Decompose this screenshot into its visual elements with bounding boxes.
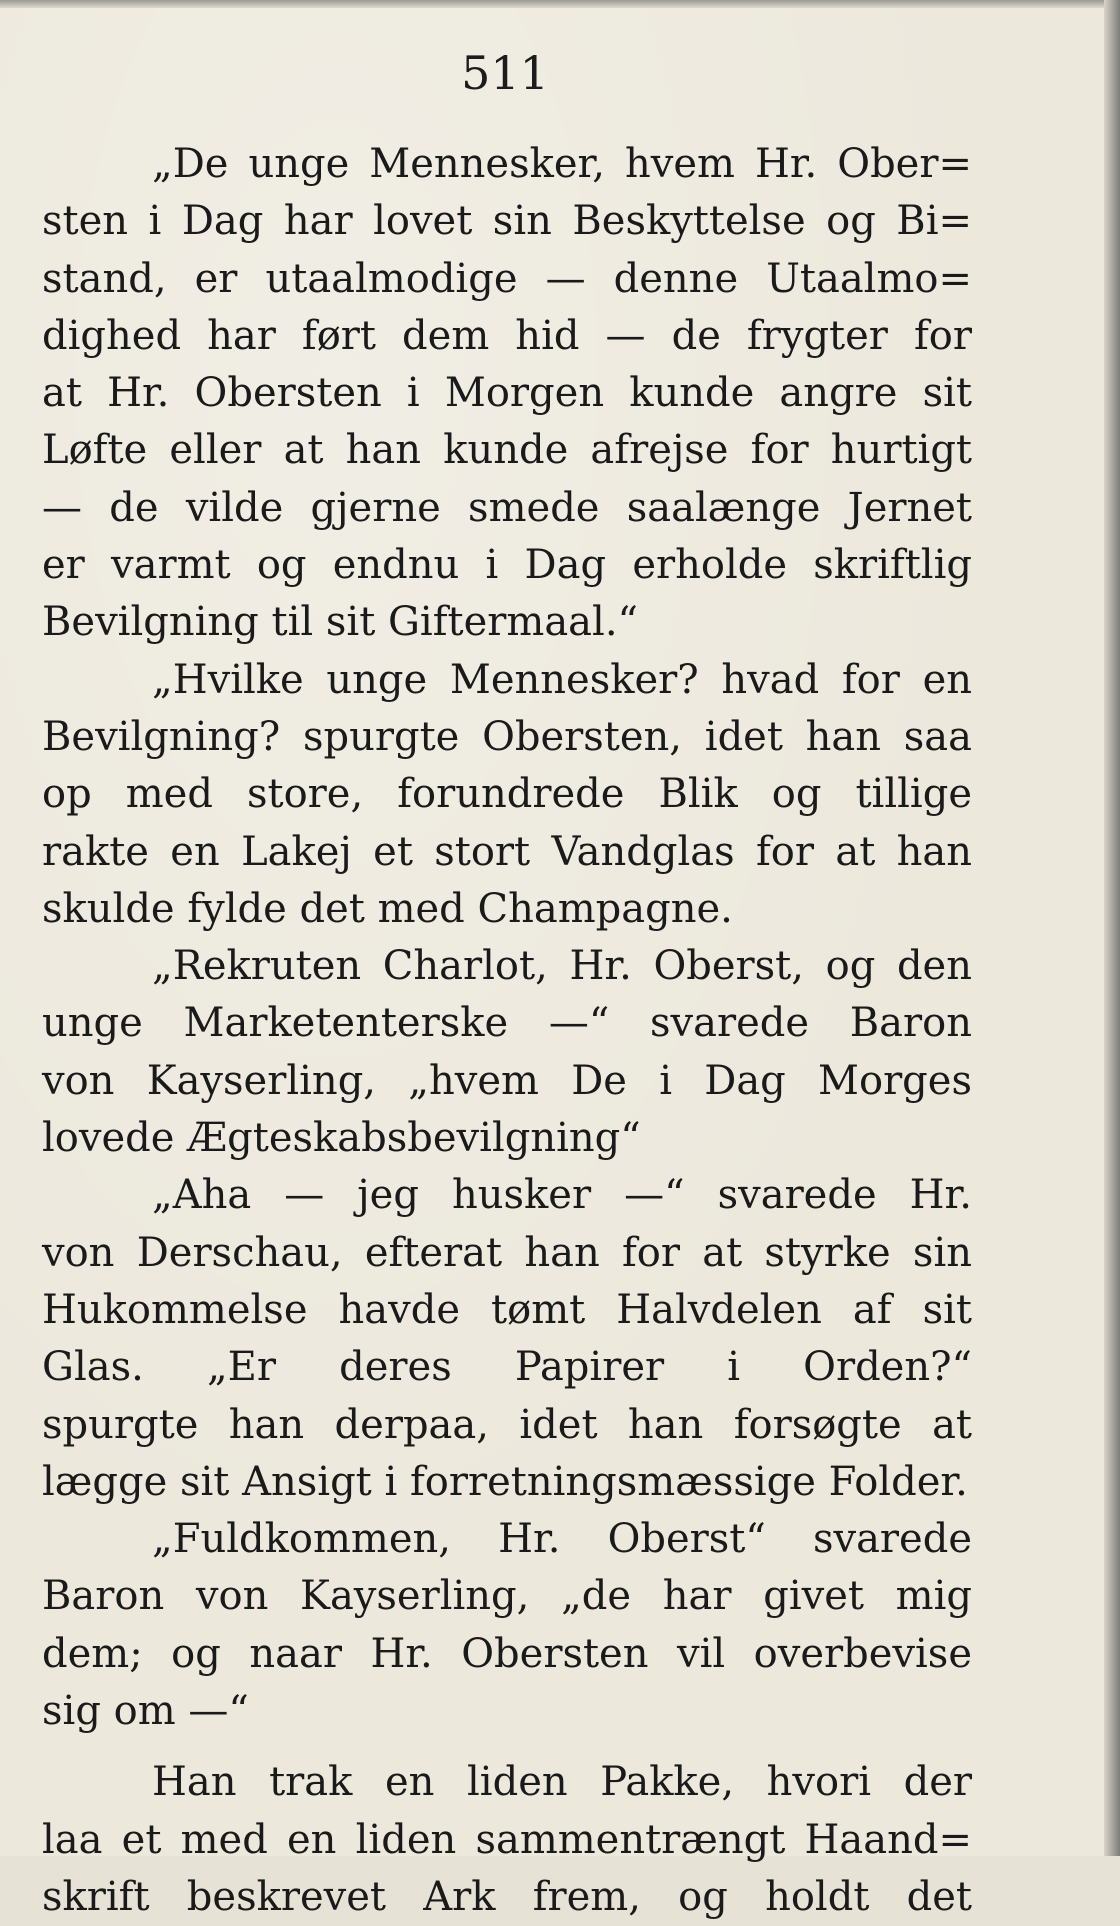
text-line: Løfte eller at han kunde afrejse for hurtigt bbox=[42, 427, 972, 474]
text-line: at Hr. Obersten i Morgen kunde angre sit bbox=[42, 370, 972, 417]
text-line: dighed har ført dem hid — de frygter for bbox=[42, 312, 972, 359]
text-line: skulde fylde det med Champagne. bbox=[42, 885, 733, 932]
text-line: „De unge Mennesker, hvem Hr. Ober= bbox=[152, 141, 972, 187]
text-line: „Fuldkommen, Hr. Oberst“ svarede bbox=[152, 1516, 972, 1563]
text-line: unge Marketenterske —“ svarede Baron bbox=[42, 1000, 972, 1047]
text-line: Glas. „Er deres Papirer i Orden?“ bbox=[42, 1344, 972, 1391]
text-line: stand, er utaalmodige — denne Utaalmo= bbox=[42, 255, 972, 302]
text-line: sten i Dag har lovet sin Beskyttelse og Bi= bbox=[42, 198, 972, 245]
text-line: spurgte han derpaa, idet han forsøgte at bbox=[42, 1401, 972, 1448]
text-line: „Rekruten Charlot, Hr. Oberst, og den bbox=[152, 943, 972, 990]
text-line: — de vilde gjerne smede saalænge Jernet bbox=[42, 484, 972, 531]
paragraph-gap bbox=[42, 1740, 972, 1754]
text-line: Bevilgning? spurgte Obersten, idet han saa bbox=[42, 713, 972, 760]
text-line: dem; og naar Hr. Obersten vil overbevise bbox=[42, 1630, 972, 1677]
text-line: op med store, forundrede Blik og tillige bbox=[42, 771, 972, 818]
text-line: lovede Ægteskabsbevilgning“ bbox=[42, 1115, 641, 1162]
text-line: sig om —“ bbox=[42, 1688, 249, 1735]
text-line: Baron von Kayserling, „de har givet mig bbox=[42, 1573, 972, 1620]
text-line: Hukommelse havde tømt Halvdelen af sit bbox=[42, 1286, 972, 1333]
page-top-edge bbox=[0, 0, 1120, 8]
text-line: „Aha — jeg husker —“ svarede Hr. bbox=[152, 1172, 972, 1219]
page-number: 511 bbox=[461, 46, 549, 100]
text-line: Han trak en liden Pakke, hvori der bbox=[152, 1759, 972, 1806]
text-line: rakte en Lakej et stort Vandglas for at han bbox=[42, 828, 972, 875]
text-line: von Kayserling, „hvem De i Dag Morges bbox=[42, 1057, 972, 1104]
text-line: „Hvilke unge Mennesker? hvad for en bbox=[152, 656, 972, 703]
text-line: skrift beskrevet Ark frem, og holdt det bbox=[42, 1873, 972, 1920]
text-line: er varmt og endnu i Dag erholde skriftlig bbox=[42, 542, 972, 589]
text-line: von Derschau, efterat han for at styrke sin bbox=[42, 1229, 972, 1276]
text-line: lægge sit Ansigt i forretningsmæssige Folder. bbox=[42, 1458, 968, 1505]
page-right-edge bbox=[1104, 0, 1120, 1856]
text-line: Bevilgning til sit Giftermaal.“ bbox=[42, 599, 638, 646]
text-line: laa et med en liden sammentrængt Haand= bbox=[42, 1816, 972, 1863]
body-text bbox=[42, 136, 972, 1926]
